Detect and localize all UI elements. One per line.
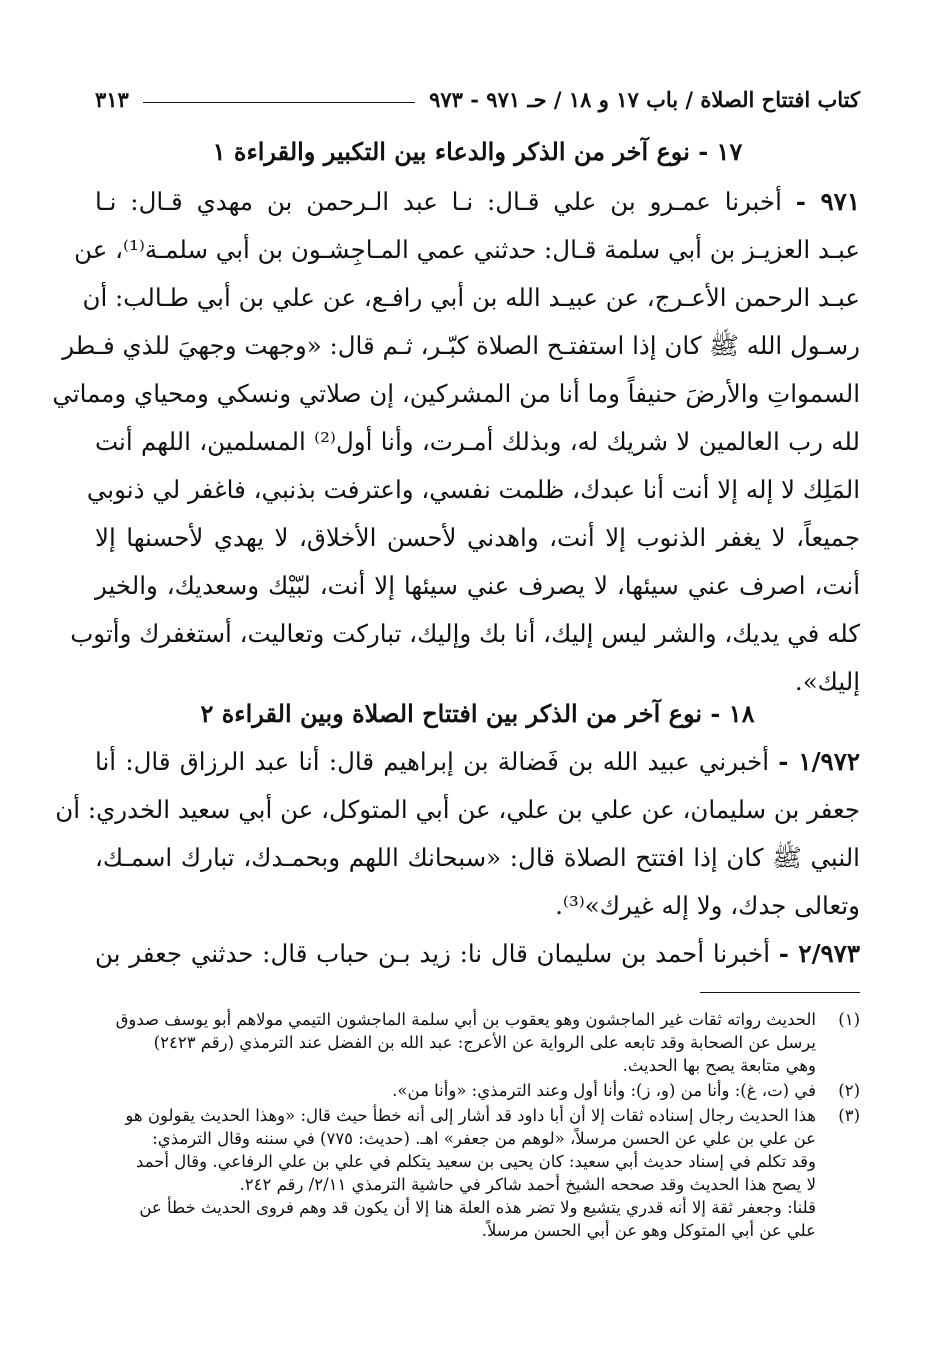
footnote-line: قلنا: وجعفر ثقة إلا أنه قدري يتشيع ولا تضر هذه العلة هنا إلا أن يكون قد وهم فروى الحديث خطأ عن xyxy=(139,1198,816,1217)
footnote-body xyxy=(95,1008,816,1077)
footnote-marker: (٣) xyxy=(838,1106,860,1125)
footnote-line: الحديث رواته ثقات غير الماجشون وهو يعقوب بن أبي سلمة الماجشون التيمي مولاهم أبو يوسف صدوق xyxy=(115,1010,816,1029)
running-header xyxy=(95,82,860,116)
footnote-line: علي عن أبي المتوكل وهو عن أبي الحسن مرسلاً. xyxy=(481,1221,816,1240)
header-rule xyxy=(143,102,415,103)
footnote-line: وقد تكلم في إسناد حديث أبي سعيد: كان يحيى بن سعيد يتكلم في علي بن علي الرفاعي. وقال أحمد xyxy=(136,1152,816,1171)
footnote-line: هذا الحديث رجال إسناده ثقات إلا أن أبا داود قد أشار إلى أنه خطأ حيث قال: «وهذا الحديث يقولون هو xyxy=(125,1106,816,1125)
hadith-number: ٢/٩٧٣ - xyxy=(778,939,860,968)
footnotes xyxy=(95,1008,860,1244)
footnote-marker: (١) xyxy=(838,1010,860,1029)
footnote-3 xyxy=(95,1104,860,1242)
hadith-line: المَلِك لا إله إلا أنت أنا عبدك، ظلمت نفسي، واعترفت بذنبي، فاغفر لي ذنوبي xyxy=(86,475,860,504)
hadith-line: وتعالى جدك، ولا إله غيرك»⁽³⁾. xyxy=(555,891,860,920)
hadith-line: إليك». xyxy=(794,667,860,696)
hadith-text: أخبرني عبيد الله بن فَضالة بن إبراهيم قال: أنا عبد الرزاق قال: أنا xyxy=(95,747,770,776)
running-title: كتاب افتتاح الصلاة / باب ١٧ و ١٨ / حـ ٩٧١ - ٩٧٣ xyxy=(429,86,860,112)
footnote-marker: (٢) xyxy=(838,1081,860,1100)
footnote-line: عن علي بن علي عن الحسن مرسلاً، «لوهم من جعفر» اهـ. (حديث: ٧٧٥) في سننه وقال الترمذي: xyxy=(152,1129,816,1148)
page-number: ٣١٣ xyxy=(95,86,129,112)
hadith-number: ٩٧١ - xyxy=(795,187,860,216)
chapter-heading-18: ١٨ - نوع آخر من الذكر بين افتتاح الصلاة وبين القراءة ٢ xyxy=(200,699,755,728)
hadith-line: جميعاً، لا يغفر الذنوب إلا أنت، واهدني لأحسن الأخلاق، لا يهدي لأحسنها إلا xyxy=(95,523,860,552)
footnote-body xyxy=(95,1079,816,1102)
hadith-line: النبي ﷺ كان إذا افتتح الصلاة قال: «سبحانك اللهم وبحمـدك، تبارك اسمـك، xyxy=(95,843,860,872)
footnote-body xyxy=(95,1104,816,1242)
footnote-2 xyxy=(95,1079,860,1102)
footnote-1 xyxy=(95,1008,860,1077)
hadith-line xyxy=(95,738,860,786)
hadith-line: كله في يديك، والشر ليس إليك، أنا بك وإليك، تباركت وتعاليت، أستغفرك وأتوب xyxy=(70,619,860,648)
hadith-971 xyxy=(52,178,860,706)
hadith-line: السمواتِ والأرضَ حنيفاً وما أنا من المشركين، إن صلاتي ونسكي ومحياي ومماتي xyxy=(52,379,860,408)
hadith-line: رسـول الله ﷺ كان إذا استفتـح الصلاة كبّـر، ثـم قال: «وجهت وجهيَ للذي فـطر xyxy=(62,331,860,360)
hadith-line: لله رب العالمين لا شريك له، وبذلك أمـرت، وأنا أول⁽²⁾ المسلمين، اللهم أنت xyxy=(95,427,860,456)
hadith-972 xyxy=(55,738,861,930)
footnote-line: يرسل عن الصحابة وقد تابعه على الرواية عن الأعرج: عبد الله بن الفضل عند الترمذي (رقم ٢٤٢٣) xyxy=(153,1033,816,1052)
hadith-line: أنت، اصرف عني سيئها، لا يصرف عني سيئها إلا أنت، لبّيْك وسعديك، والخير xyxy=(95,571,860,600)
hadith-line: عبـد العزيـز بن أبي سلمة قـال: حدثني عمي المـاجِشـون بن أبي سلمـة⁽¹⁾، عن xyxy=(74,235,860,264)
hadith-973 xyxy=(95,930,860,978)
hadith-number: ١/٩٧٢ - xyxy=(778,747,861,776)
footnote-line: في (ت، غ): وأنا من (و، ز): وأنا أول وعند الترمذي: «وأنا من». xyxy=(392,1081,816,1100)
hadith-line xyxy=(95,178,860,226)
hadith-text: أخبرنا أحمد بن سليمان قال نا: زيد بـن حباب قال: حدثني جعفر بن xyxy=(95,939,771,968)
footnote-line: لا يصح هذا الحديث وقد صححه الشيخ أحمد شاكر في حاشية الترمذي ٢/١١/ رقم ٢٤٢. xyxy=(239,1175,816,1194)
footnote-line: وهي متابعة يصح بها الحديث. xyxy=(622,1056,816,1075)
footnote-separator xyxy=(700,992,860,993)
hadith-line: جعفر بن سليمان، عن علي بن علي، عن أبي المتوكل، عن أبي سعيد الخدري: أن xyxy=(55,795,860,824)
hadith-line xyxy=(95,930,860,978)
hadith-text: أخبرنا عمـرو بن علي قـال: نـا عبد الـرحمن بن مهدي قـال: نـا xyxy=(95,187,782,216)
chapter-heading-17: ١٧ - نوع آخر من الذكر والدعاء بين التكبير والقراءة ١ xyxy=(212,137,743,166)
hadith-line: عبـد الرحمن الأعـرج، عن عبيـد الله بن أبي رافـع، عن علي بن أبي طـالب: أن xyxy=(82,283,860,312)
